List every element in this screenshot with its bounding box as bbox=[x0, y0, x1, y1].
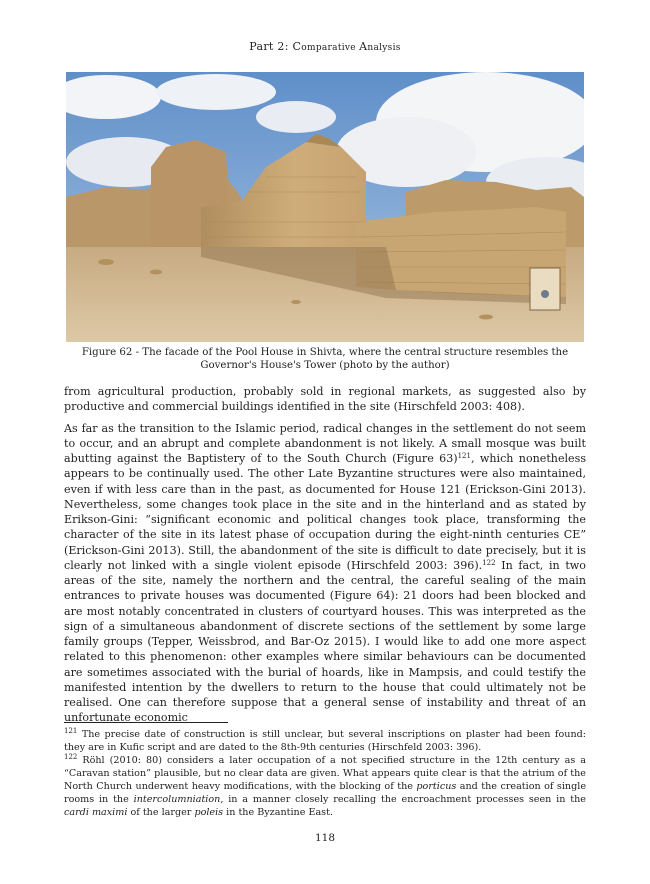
paragraph-2-part-a: As far as the transition to the Islamic period, radical changes in the settlement do not seem to occur, and an abrupt and complete abandonment is not likely. A small mosque was built abutting against the Baptistery of to the South Church (Figure 63) bbox=[64, 421, 586, 465]
footnote-122-mark: 122 bbox=[64, 753, 78, 761]
footnote-122-text-d: of the larger bbox=[127, 807, 195, 818]
footnote-122-intercolumniation: intercolumniation bbox=[133, 794, 221, 805]
header-title-rest-1: omparative bbox=[301, 43, 360, 53]
paragraph-2-part-b: , which nonetheless appears to be continually used. The other Late Byzantine structures were also maintained, even if with less care than in the past, as documented for House 121 (Erickson-Gini 2013). Nevertheless, some changes took place in the site and in the hinterland and as stated by Erikson-Gini: “significant economic and political changes took place, transforming the character of the site in its latest phase of occupation during the eight-ninth centuries CE” (Erickson-Gini 2013). Still, the abandonment of the site is difficult to date precisely, but it is clearly not linked with a single violent episode (Hirschfeld 2003: 396). bbox=[64, 452, 587, 572]
footnote-122-text-b: and the creation of single rooms in the bbox=[64, 781, 586, 805]
footnote-ref-122[interactable]: 122 bbox=[482, 558, 496, 567]
footnote-121-text: The precise date of construction is still unclear, but several inscriptions on plaster had been found: they are in Kufic script and are dated to the 8th-9th centuries (Hirschfeld 2003: 396). bbox=[64, 729, 586, 753]
footnote-separator bbox=[64, 722, 228, 723]
footnote-122-text-c: , in a manner closely recalling the encroachment processes seen in the bbox=[220, 794, 586, 805]
page-number: 118 bbox=[314, 832, 336, 844]
paragraph-1: from agricultural production, probably sold in regional markets, as suggested also by productive and commercial buildings identified in the site (Hirschfeld 2003: 408). bbox=[64, 385, 586, 414]
header-title-rest-2: nalysis bbox=[367, 43, 401, 53]
footnote-121 bbox=[64, 728, 586, 754]
footnote-122-poleis: poleis bbox=[194, 807, 224, 818]
figure-photo bbox=[66, 72, 584, 342]
header-part-label: Part 2: bbox=[249, 40, 293, 53]
paragraph-2 bbox=[64, 421, 586, 726]
pool-house-photo bbox=[66, 72, 584, 342]
header-title-initial-a: A bbox=[359, 40, 368, 53]
footnote-ref-121[interactable]: 121 bbox=[457, 452, 471, 460]
footnotes bbox=[64, 728, 586, 819]
header-title-initial-c: C bbox=[292, 40, 302, 53]
footnote-122-cardi-maximi: cardi maximi bbox=[64, 807, 128, 818]
body-text bbox=[64, 384, 586, 732]
footnote-122-text-e: in the Byzantine East. bbox=[223, 807, 334, 818]
footnote-122 bbox=[64, 754, 586, 819]
footnote-122-text-a: Röhl (2010: 80) considers a later occupation of a not specified structure in the 12th century as a “Caravan station” plausible, but no clear data are given. What appears quite clear is that the atrium of the North Church underwent heavy modifications, with the blocking of the bbox=[64, 755, 586, 792]
running-header bbox=[0, 40, 650, 53]
footnote-121-mark: 121 bbox=[64, 727, 78, 735]
figure-caption: Figure 62 - The facade of the Pool House in Shivta, where the central structure resembles the Governor's House's Tower (photo by the author) bbox=[81, 347, 569, 371]
paragraph-2-part-c: In fact, in two areas of the site, namely the northern and the central, the careful sealing of the main entrances to private houses was documented (Figure 64): 21 doors had been blocked and are most notably concentrated in clusters of courtyard houses. This was interpreted as the sign of a simultaneous abandonment of discrete sections of the settlement by some large family groups (Tepper, Weissbrod, and Bar-Oz 2015). I would like to add one more aspect related to this phenomenon: other examples where similar behaviours can be documented are sometimes associated with the burial of hoards, like in Mampsis, and could testify the manifested intention by the dwellers to return to the house that could ultimately not be realised. One can therefore suppose that a general sense of instability and threat of an unfortunate economic bbox=[64, 558, 586, 725]
footnote-122-porticus: porticus bbox=[416, 781, 457, 792]
